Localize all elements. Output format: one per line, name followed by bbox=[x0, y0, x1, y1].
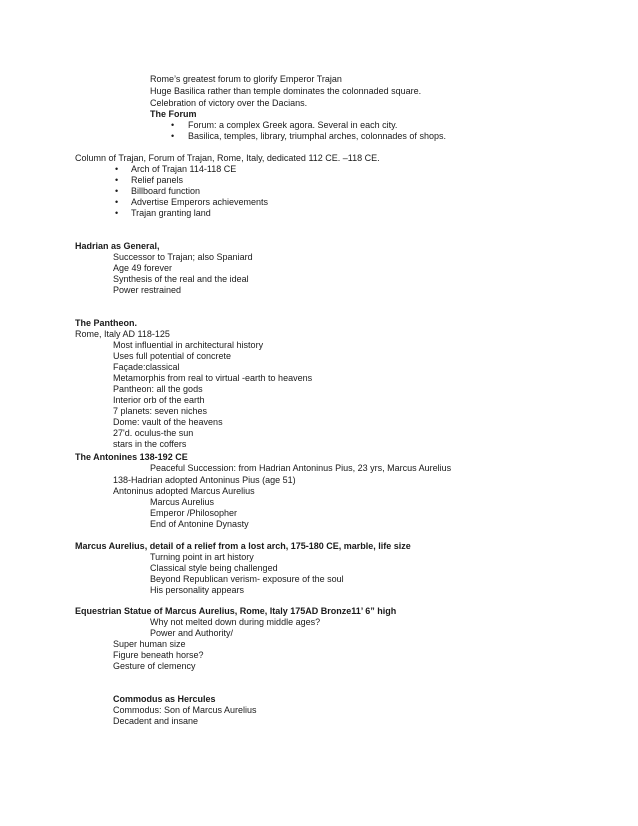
text-line: Dome: vault of the heavens bbox=[113, 417, 223, 427]
text-line: Commodus: Son of Marcus Aurelius bbox=[113, 705, 257, 715]
bullet-text: Arch of Trajan 114-118 CE bbox=[131, 164, 237, 174]
bullet-text: Basilica, temples, library, triumphal arches, colonnades of shops. bbox=[188, 131, 446, 141]
text-line: His personality appears bbox=[150, 585, 245, 595]
text-line: End of Antonine Dynasty bbox=[150, 519, 249, 529]
bullet: • bbox=[115, 175, 119, 185]
text-line: Classical style being challenged bbox=[150, 563, 278, 573]
text-line: 138-Hadrian adopted Antoninus Pius (age 51) bbox=[113, 475, 296, 485]
bullet-text: Trajan granting land bbox=[131, 208, 211, 218]
text-line: Rome, Italy AD 118-125 bbox=[75, 329, 170, 339]
text-line: Turning point in art history bbox=[150, 552, 254, 562]
bullet-text: Billboard function bbox=[131, 186, 201, 196]
section-heading: The Antonines 138-192 CE bbox=[75, 452, 188, 462]
bullet-text: Relief panels bbox=[131, 175, 184, 185]
section-heading: The Forum bbox=[150, 109, 197, 119]
bullet: • bbox=[115, 186, 119, 196]
text-line: Synthesis of the real and the ideal bbox=[113, 274, 249, 284]
text-line: 7 planets: seven niches bbox=[113, 406, 208, 416]
text-line: Power restrained bbox=[113, 285, 182, 295]
text-line: Metamorphis from real to virtual -earth to heavens bbox=[113, 373, 313, 383]
text-line: 27'd. oculus-the sun bbox=[113, 428, 194, 438]
text-line: Age 49 forever bbox=[113, 263, 173, 273]
section-heading: Column of Trajan, Forum of Trajan, Rome, Italy, dedicated 112 CE. –118 CE. bbox=[75, 153, 380, 163]
text-line: Gesture of clemency bbox=[113, 661, 196, 671]
bullet-text: Forum: a complex Greek agora. Several in each city. bbox=[188, 120, 398, 130]
bullet: • bbox=[115, 164, 119, 174]
text-line: Power and Authority/ bbox=[150, 628, 234, 638]
section-heading: Equestrian Statue of Marcus Aurelius, Rome, Italy 175AD Bronze11’ 6” high bbox=[75, 606, 397, 616]
text-line: Figure beneath horse? bbox=[113, 650, 204, 660]
text-line: Most influential in architectural history bbox=[113, 340, 264, 350]
text-line: Rome’s greatest forum to glorify Emperor Trajan bbox=[150, 74, 342, 84]
text-line: Peaceful Succession: from Hadrian Antoninus Pius, 23 yrs, Marcus Aurelius bbox=[150, 463, 452, 473]
text-line: Super human size bbox=[113, 639, 186, 649]
bullet: • bbox=[115, 197, 119, 207]
text-line: Successor to Trajan; also Spaniard bbox=[113, 252, 253, 262]
text-line: Uses full potential of concrete bbox=[113, 351, 232, 361]
text-line: Antoninus adopted Marcus Aurelius bbox=[113, 486, 255, 496]
text-line: Emperor /Philosopher bbox=[150, 508, 238, 518]
text-line: Celebration of victory over the Dacians. bbox=[150, 98, 308, 108]
section-heading: Commodus as Hercules bbox=[113, 694, 216, 704]
text-line: Huge Basilica rather than temple dominates the colonnaded square. bbox=[150, 86, 422, 96]
text-line: Pantheon: all the gods bbox=[113, 384, 203, 394]
bullet: • bbox=[115, 208, 119, 218]
section-heading: Marcus Aurelius, detail of a relief from a lost arch, 175-180 CE, marble, life size bbox=[75, 541, 411, 551]
bullet: • bbox=[171, 131, 175, 141]
bullet: • bbox=[171, 120, 175, 130]
section-heading: Hadrian as General, bbox=[75, 241, 160, 251]
text-line: Façade:classical bbox=[113, 362, 180, 372]
text-line: Why not melted down during middle ages? bbox=[150, 617, 321, 627]
bullet-text: Advertise Emperors achievements bbox=[131, 197, 269, 207]
section-heading: The Pantheon. bbox=[75, 318, 138, 328]
text-line: Beyond Republican verism- exposure of the soul bbox=[150, 574, 344, 584]
text-line: Interior orb of the earth bbox=[113, 395, 205, 405]
text-line: stars in the coffers bbox=[113, 439, 187, 449]
text-line: Decadent and insane bbox=[113, 716, 199, 726]
text-line: Marcus Aurelius bbox=[150, 497, 215, 507]
